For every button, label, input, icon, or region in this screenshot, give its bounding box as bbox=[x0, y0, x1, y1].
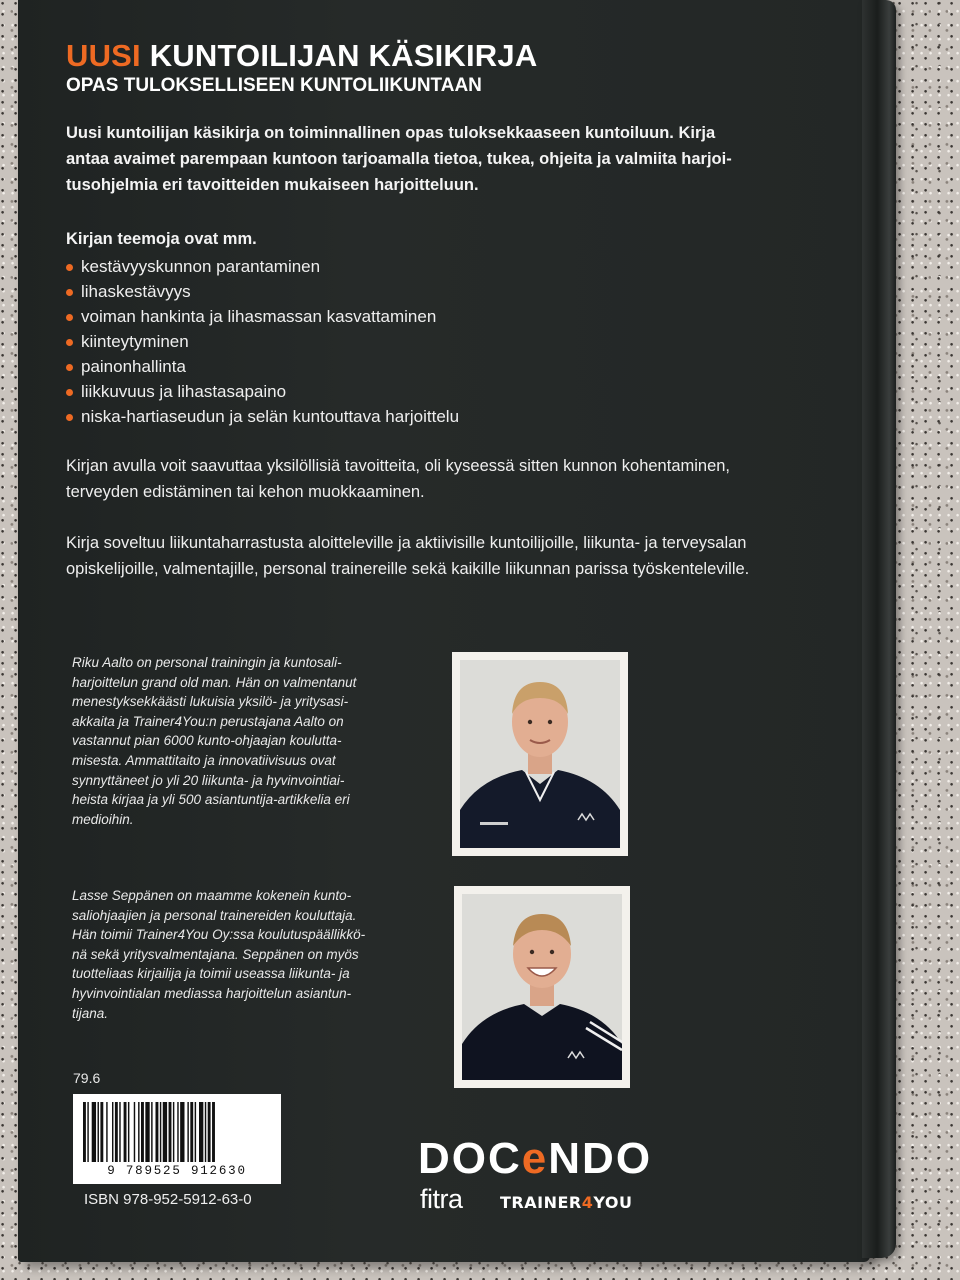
bullet-icon bbox=[66, 389, 73, 396]
bio-line: hyvinvointialan mediassa harjoittelun asiantun- bbox=[72, 985, 352, 1001]
barcode-bar bbox=[112, 1102, 113, 1162]
themes-heading: Kirjan teemoja ovat mm. bbox=[66, 230, 257, 248]
barcode-bar bbox=[119, 1102, 120, 1162]
barcode-bar bbox=[98, 1102, 99, 1162]
bio-line: medioihin. bbox=[72, 811, 134, 827]
theme-label: kiinteytyminen bbox=[81, 332, 189, 351]
list-item bbox=[66, 254, 459, 279]
audience-paragraph bbox=[66, 530, 826, 582]
themes-list bbox=[66, 254, 459, 429]
book-spine bbox=[862, 0, 896, 1258]
publisher-part: NDO bbox=[548, 1134, 653, 1183]
bio-line: vastannut pian 6000 kunto-ohjaajan koulutta- bbox=[72, 733, 342, 749]
bio-line: tijana. bbox=[72, 1005, 109, 1021]
list-item bbox=[66, 279, 459, 304]
barcode-bar bbox=[134, 1102, 135, 1162]
paragraph-line: opiskelijoille, valmentajille, personal trainereille sekä kaikille liikunnan parissa työskenteleville. bbox=[66, 560, 750, 578]
publisher-accent: e bbox=[521, 1134, 549, 1183]
barcode-bar bbox=[163, 1102, 167, 1162]
bio-line: synnyttäneet jo yli 20 liikunta- ja hyvinvointiai- bbox=[72, 772, 345, 788]
paragraph-line: terveyden edistäminen tai kehon muokkaaminen. bbox=[66, 483, 425, 501]
barcode-bar bbox=[205, 1102, 206, 1162]
partner-trainer4you-logo bbox=[500, 1193, 632, 1212]
intro-line: Uusi kuntoilijan käsikirja on toiminnallinen opas tuloksekkaaseen kuntoiluun. Kirja bbox=[66, 124, 716, 142]
list-item bbox=[66, 354, 459, 379]
publisher-logo bbox=[418, 1134, 652, 1184]
barcode-bar bbox=[106, 1102, 107, 1162]
barcode-bar bbox=[190, 1102, 193, 1162]
barcode-bar bbox=[199, 1102, 203, 1162]
barcode-bar bbox=[100, 1102, 103, 1162]
barcode-bar bbox=[208, 1102, 211, 1162]
isbn-number: ISBN 978-952-5912-63-0 bbox=[84, 1191, 252, 1208]
author2-bio bbox=[72, 886, 392, 1023]
bio-line: akkaita ja Trainer4You:n perustajana Aalto on bbox=[72, 713, 344, 729]
theme-label: painonhallinta bbox=[81, 357, 186, 376]
barcode-bar bbox=[145, 1102, 149, 1162]
theme-label: voiman hankinta ja lihasmassan kasvattaminen bbox=[81, 307, 437, 326]
book-subtitle: OPAS TULOKSELLISEEN KUNTOLIIKUNTAAN bbox=[66, 75, 482, 96]
bullet-icon bbox=[66, 339, 73, 346]
trainer-part: YOU bbox=[593, 1193, 633, 1212]
list-item bbox=[66, 379, 459, 404]
bio-line: harjoittelun grand old man. Hän on valmentanut bbox=[72, 674, 357, 690]
paragraph-line: Kirjan avulla voit saavuttaa yksilöllisiä tavoitteita, oli kyseessä sitten kunnon kohentaminen, bbox=[66, 457, 731, 475]
barcode-bar bbox=[138, 1102, 139, 1162]
bio-line: tuotteliaas kirjailija ja toimii useassa liikunta- ja bbox=[72, 966, 350, 982]
bio-line: heista kirjaa ja yli 500 asiantuntija-artikkelia eri bbox=[72, 792, 350, 808]
intro-line: antaa avaimet parempaan kuntoon tarjoamalla tietoa, tukea, ohjeita ja valmiita harjoi- bbox=[66, 150, 732, 168]
barcode-bar bbox=[151, 1102, 152, 1162]
paragraph-line: Kirja soveltuu liikuntaharrastusta aloitteleville ja aktiivisille kuntoilijoille, liikunta- ja terveysalan bbox=[66, 534, 747, 552]
bullet-icon bbox=[66, 264, 73, 271]
book-title bbox=[66, 38, 537, 74]
publisher-part: DOC bbox=[418, 1134, 522, 1183]
barcode-bar bbox=[156, 1102, 159, 1162]
barcode-bar bbox=[115, 1102, 118, 1162]
barcode-bar bbox=[87, 1102, 88, 1162]
title-accent-word: UUSI bbox=[66, 38, 141, 73]
barcode bbox=[73, 1094, 281, 1184]
bio-line: nä sekä yritysvalmentajana. Seppänen on myös bbox=[72, 946, 359, 962]
theme-label: lihaskestävyys bbox=[81, 282, 191, 301]
barcode-bar bbox=[212, 1102, 215, 1162]
intro-paragraph bbox=[66, 120, 816, 198]
theme-label: niska-hartiaseudun ja selän kuntouttava harjoittelu bbox=[81, 407, 460, 426]
trainer-part: TRAINER bbox=[500, 1193, 582, 1212]
barcode-bar bbox=[173, 1102, 174, 1162]
barcode-bar bbox=[92, 1102, 96, 1162]
author1-photo bbox=[452, 652, 628, 856]
barcode-bar bbox=[180, 1102, 184, 1162]
bio-line: Lasse Seppänen on maamme kokenein kunto- bbox=[72, 888, 352, 903]
bio-line: Hän toimii Trainer4You Oy:ssa koulutuspäällikkö- bbox=[72, 927, 366, 943]
bullet-icon bbox=[66, 364, 73, 371]
author1-bio bbox=[72, 653, 392, 829]
barcode-digits: 9 789525 912630 bbox=[107, 1164, 247, 1178]
goals-paragraph bbox=[66, 453, 826, 505]
barcode-icon bbox=[81, 1102, 273, 1162]
list-item bbox=[66, 304, 459, 329]
price-code: 79.6 bbox=[73, 1070, 101, 1086]
author2-photo bbox=[454, 886, 630, 1088]
bio-line: Riku Aalto on personal trainingin ja kuntosali- bbox=[72, 655, 342, 670]
bio-line: menestyksekkäästi lukuisia yksilö- ja yritysasi- bbox=[72, 694, 349, 710]
author-portrait-icon bbox=[462, 894, 622, 1080]
bullet-icon bbox=[66, 289, 73, 296]
barcode-bar bbox=[195, 1102, 196, 1162]
barcode-bar bbox=[187, 1102, 188, 1162]
barcode-bar bbox=[83, 1102, 86, 1162]
barcode-bar bbox=[124, 1102, 127, 1162]
trainer-accent: 4 bbox=[581, 1193, 594, 1212]
bio-line: saliohjaajien ja personal trainereiden kouluttaja. bbox=[72, 907, 357, 923]
list-item bbox=[66, 404, 459, 429]
bullet-icon bbox=[66, 414, 73, 421]
intro-line: tusohjelmia eri tavoitteiden mukaiseen harjoitteluun. bbox=[66, 176, 479, 194]
title-rest: KUNTOILIJAN KÄSIKIRJA bbox=[140, 38, 538, 73]
theme-label: liikkuvuus ja lihastasapaino bbox=[81, 382, 287, 401]
barcode-bar bbox=[177, 1102, 178, 1162]
author-portrait-icon bbox=[460, 660, 620, 848]
barcode-bar bbox=[128, 1102, 129, 1162]
theme-label: kestävyyskunnon parantaminen bbox=[81, 257, 321, 276]
barcode-bar bbox=[141, 1102, 144, 1162]
partner-fitra-logo: fitra bbox=[420, 1184, 463, 1214]
bio-line: misesta. Ammattitaito ja innovatiivisuus ovat bbox=[72, 752, 336, 768]
list-item bbox=[66, 329, 459, 354]
barcode-bar bbox=[169, 1102, 172, 1162]
barcode-bar bbox=[160, 1102, 161, 1162]
bullet-icon bbox=[66, 314, 73, 321]
